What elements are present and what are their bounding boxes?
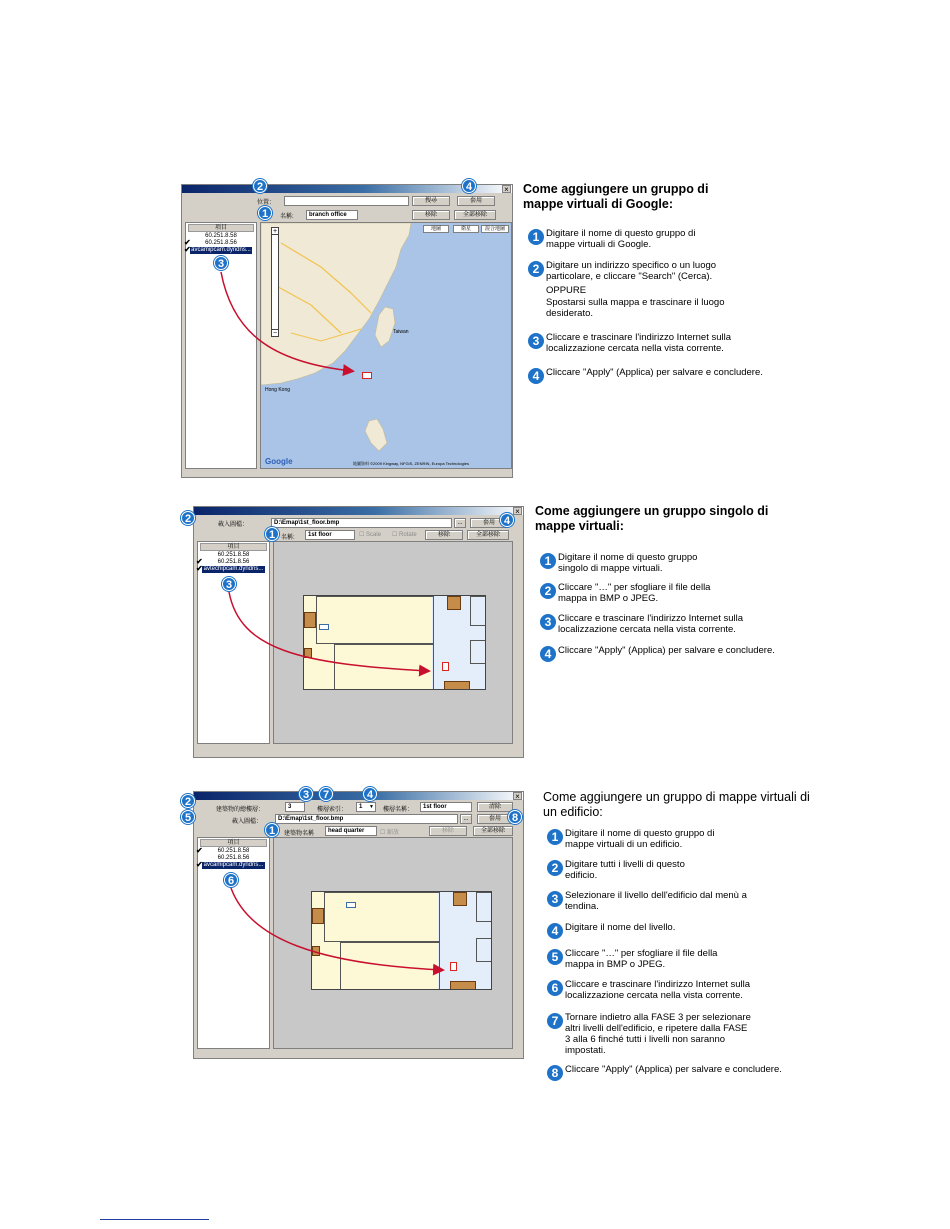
map-canvas[interactable] [273, 837, 513, 1049]
camera-marker[interactable] [319, 624, 329, 630]
section1-heading: Come aggiungere un gruppo di mappe virtuali di Google: [523, 182, 709, 211]
name-input[interactable]: branch office [306, 210, 358, 220]
section3-step-2: 2 Digitare tutti i livelli di questo edificio. [547, 859, 837, 881]
building-map-window [193, 791, 524, 1059]
list-header: 項目 [200, 839, 267, 847]
room [470, 596, 486, 626]
callout-marker-5: 5 [181, 810, 195, 824]
section2-step-2: 2 Cliccare "…" per sfogliare il file della mappa in BMP o JPEG. [540, 582, 830, 604]
callout-marker-6: 6 [224, 873, 238, 887]
load-image-label: 載入圖檔： [232, 819, 263, 825]
staircase [304, 612, 316, 628]
map-canvas[interactable] [273, 541, 513, 744]
title-bar [194, 792, 523, 800]
name-label: 名稱: [281, 535, 295, 541]
browse-button[interactable]: ... [460, 814, 472, 824]
list-item[interactable]: 60.251.8.56 [217, 855, 250, 861]
camera-marker[interactable] [346, 902, 356, 908]
camera-marker[interactable] [450, 962, 457, 971]
map-type-map[interactable]: 地圖 [423, 225, 449, 233]
staircase [447, 596, 461, 610]
zoom-in-icon[interactable]: + [272, 228, 278, 235]
name-input[interactable]: 1st floor [305, 530, 355, 540]
floor-plan [303, 595, 486, 690]
check-icon: ✔ [196, 860, 203, 869]
floor-index-select[interactable]: 1 ▼ [356, 802, 376, 812]
section1-step-2: 2 Digitare un indirizzo specifico o un luogo particolare, e cliccare "Search" (Cerca). [528, 260, 818, 282]
apply-button[interactable]: 套用 [477, 814, 513, 824]
chevron-down-icon: ▼ [369, 804, 374, 810]
remove-all-button[interactable]: 全部移除 [473, 826, 513, 836]
list-header: 項目 [200, 543, 267, 551]
list-item[interactable]: ✔ 60.251.8.56 [196, 557, 250, 566]
building-name-input[interactable]: head quarter [325, 826, 377, 836]
section3-step-6: 6 Cliccare e trascinare l'indirizzo Internet sulla localizzazione cercata nella vista corrente. [547, 979, 837, 1001]
check-icon: ✔ [196, 846, 203, 855]
single-map-window [193, 506, 524, 758]
staircase [312, 908, 324, 924]
section3-heading: Come aggiungere un gruppo di mappe virtuali di un edificio: [543, 790, 810, 819]
room [470, 640, 486, 664]
callout-marker-2: 2 [253, 179, 267, 193]
list-item[interactable]: 60.251.8.58 [205, 233, 237, 239]
section3-step-8: 8 Cliccare "Apply" (Applica) per salvare e concludere. [547, 1064, 837, 1075]
google-logo: Google [265, 457, 293, 466]
floor-name-input[interactable]: 1st floor [420, 802, 472, 812]
close-icon[interactable]: × [513, 792, 522, 800]
remove-button[interactable]: 移除 [429, 826, 467, 836]
zoom-checkbox[interactable]: ☐ 縮放 [380, 830, 400, 836]
staircase [450, 981, 476, 990]
camera-marker[interactable] [442, 662, 449, 671]
room [476, 938, 492, 962]
mainland-china [261, 223, 411, 385]
callout-marker-4: 4 [462, 179, 476, 193]
room [316, 596, 434, 644]
device-list[interactable] [197, 837, 270, 1049]
apply-button[interactable]: 套用 [457, 196, 495, 206]
map-type-satellite[interactable]: 衛星 [453, 225, 479, 233]
callout-marker-3: 3 [299, 787, 313, 801]
remove-all-button[interactable]: 全部移除 [467, 530, 509, 540]
map-copyright: 地圖資料 ©2009 Kingway, NFGIS, ZENRIN, Europa Technologies [353, 461, 469, 466]
oppure-text: Spostarsi sulla mappa e trascinare il luogo desiderato. [546, 297, 725, 319]
callout-marker-2: 2 [181, 794, 195, 808]
total-floors-label: 建築物的總樓層： [216, 807, 265, 813]
staircase [453, 892, 467, 906]
callout-marker-4: 4 [500, 513, 514, 527]
map-label-taiwan: Taiwan [393, 329, 409, 335]
zoom-slider[interactable] [271, 227, 279, 337]
image-path-input[interactable]: D:\Emap\1st_floor.bmp [271, 518, 452, 528]
zoom-out-icon[interactable]: − [272, 330, 278, 337]
check-icon: ✔ [184, 238, 191, 247]
section1-step-4: 4 Cliccare "Apply" (Applica) per salvare e concludere. [528, 367, 818, 378]
callout-marker-4: 4 [363, 787, 377, 801]
floor-name-label: 樓層名稱： [383, 807, 414, 813]
google-map[interactable] [260, 222, 512, 469]
section1-step-3: 3 Cliccare e trascinare l'indirizzo Internet sulla localizzazione cercata nella vista corrente. [528, 332, 818, 354]
section3-step-4: 4 Digitare il nome del livello. [547, 922, 837, 933]
room [340, 942, 440, 990]
section3-step-5: 5 Cliccare "…" per sfogliare il file della mappa in BMP o JPEG. [547, 948, 837, 970]
callout-marker-8: 8 [508, 810, 522, 824]
section2-heading: Come aggiungere un gruppo singolo di mappe virtuali: [535, 504, 769, 533]
apply-button[interactable]: 套用 [470, 518, 508, 528]
list-item-selected[interactable]: ✔ avcamipcam.dyndns... [184, 245, 251, 254]
floor-plan [311, 891, 492, 990]
check-icon: ✔ [196, 557, 203, 566]
callout-marker-3: 3 [222, 577, 236, 591]
total-floors-input[interactable]: 3 [285, 802, 305, 812]
map-land [261, 223, 512, 469]
philippines [365, 419, 387, 451]
search-button[interactable]: 搜尋 [412, 196, 450, 206]
floor-index-label: 樓層索引： [317, 807, 348, 813]
building-name-label: 建築物名稱 [284, 831, 315, 837]
room [334, 644, 434, 690]
close-icon[interactable]: × [502, 185, 511, 193]
section2-step-4: 4 Cliccare "Apply" (Applica) per salvare e concludere. [540, 645, 830, 656]
remove-all-button[interactable]: 全部移除 [454, 210, 496, 220]
location-input[interactable] [284, 196, 409, 206]
staircase [312, 946, 320, 956]
close-icon[interactable]: × [513, 507, 522, 515]
clear-button[interactable]: 清除 [477, 802, 513, 812]
room [324, 892, 440, 942]
map-label-hongkong: Hong Kong [265, 387, 291, 393]
rotate-checkbox[interactable]: ☐ Rotate [392, 532, 417, 538]
callout-marker-1: 1 [265, 823, 279, 837]
list-item[interactable]: ✔ 60.251.8.58 [196, 846, 250, 855]
camera-marker[interactable] [362, 372, 372, 379]
callout-marker-1: 1 [265, 527, 279, 541]
room [476, 892, 492, 922]
device-list[interactable] [197, 541, 270, 744]
title-bar [194, 507, 523, 515]
list-item-selected[interactable]: ✔ avcamipcam.dyndns... [196, 860, 264, 869]
callout-marker-3: 3 [214, 256, 228, 270]
remove-button[interactable]: 移除 [412, 210, 450, 220]
list-item-selected[interactable]: ✔ avtechipcam.dyndns... [196, 564, 264, 573]
staircase [444, 681, 470, 690]
browse-button[interactable]: ... [454, 518, 466, 528]
google-map-window [181, 184, 513, 478]
scale-checkbox[interactable]: ☐ Scale [359, 532, 382, 538]
list-item[interactable]: ✔ 60.251.8.56 [184, 238, 237, 247]
map-type-hybrid[interactable]: 混合地圖 [481, 225, 509, 233]
taiwan [375, 307, 395, 347]
oppure-label: OPPURE [546, 285, 587, 296]
check-icon: ✔ [196, 564, 203, 573]
callout-marker-2: 2 [181, 511, 195, 525]
check-icon: ✔ [184, 245, 191, 254]
section1-step-1: 1 Digitare il nome di questo gruppo di mappe virtuali di Google. [528, 228, 818, 250]
image-path-input[interactable]: D:\Emap\1st_floor.bmp [275, 814, 458, 824]
name-label: 名稱: [280, 214, 294, 220]
list-item[interactable]: 60.251.8.58 [217, 552, 250, 558]
callout-marker-7: 7 [319, 787, 333, 801]
section3-step-7: 7 Tornare indietro alla FASE 3 per selezionare altri livelli dell'edificio, e ripetere dalla FASE 3 alla 6 finché tutti i livelli non saranno impostati. [547, 1012, 837, 1056]
section2-step-3: 3 Cliccare e trascinare l'indirizzo Internet sulla localizzazione cercata nella vista corrente. [540, 613, 830, 635]
location-label: 位置： [257, 200, 276, 206]
section3-step-3: 3 Selezionare il livello dell'edificio dal menù a tendina. [547, 890, 837, 912]
section3-step-1: 1 Digitare il nome di questo gruppo di mappe virtuali di un edificio. [547, 828, 837, 850]
load-image-label: 載入圖檔： [218, 522, 249, 528]
callout-marker-1: 1 [258, 206, 272, 220]
remove-button[interactable]: 移除 [425, 530, 463, 540]
footnote-rule [100, 1219, 209, 1220]
staircase [304, 648, 312, 658]
section2-step-1: 1 Digitare il nome di questo gruppo singolo di mappe virtuali. [540, 552, 830, 574]
list-header: 項目 [188, 224, 254, 232]
